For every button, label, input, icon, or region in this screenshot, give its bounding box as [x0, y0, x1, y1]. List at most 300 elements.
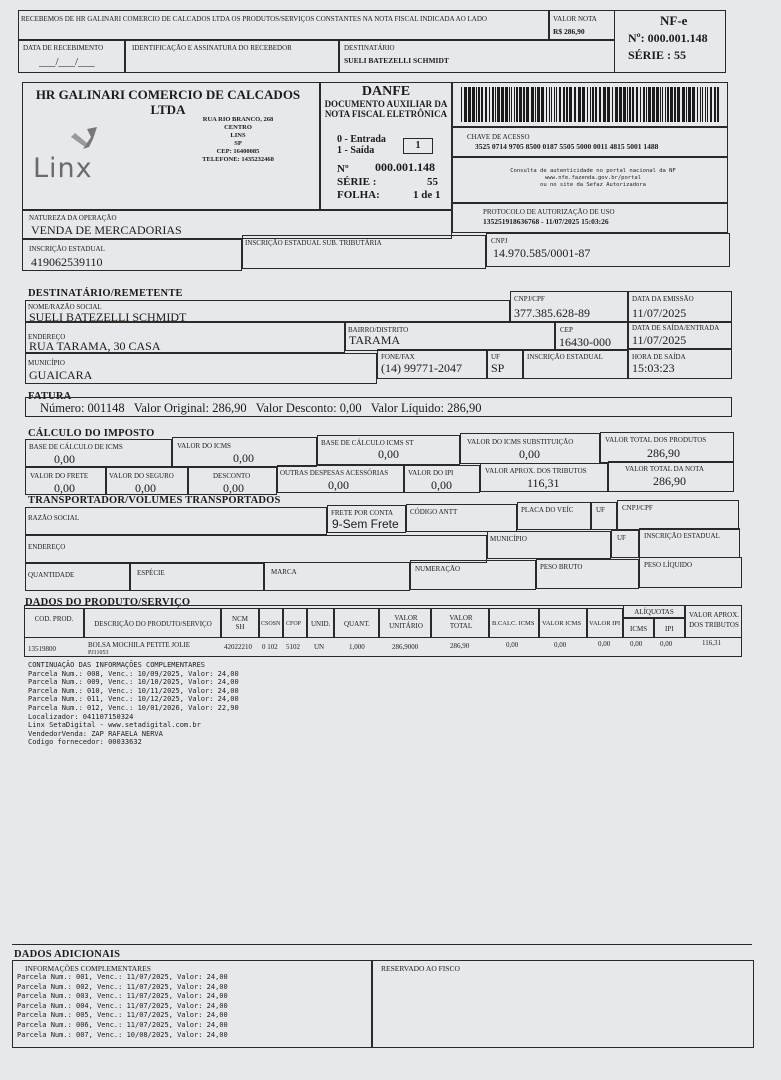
col-icms-value-label: VALOR ICMS [542, 620, 582, 627]
recipient-district-label: BAIRRO/DISTRITO [348, 326, 409, 334]
receipt-date-cell [18, 40, 125, 73]
protocol-label: PROTOCOLO DE AUTORIZAÇÃO DE USO [483, 208, 615, 216]
barcode-bar [665, 87, 666, 122]
consult-line-1: Consulta de autenticidade no portal nacional da NF [510, 168, 676, 174]
barcode-bar [636, 87, 638, 122]
barcode-bar [697, 87, 698, 122]
linx-logo [31, 127, 103, 187]
row-unit-price: 286,9000 [392, 643, 419, 651]
invoice-box [25, 397, 732, 417]
receipt-series: SÉRIE : 55 [628, 48, 687, 62]
icms-st-base: 0,00 [378, 447, 399, 461]
row-icms-value: 0,00 [554, 641, 567, 649]
access-key-label: CHAVE DE ACESSO [467, 133, 530, 141]
barcode-bar [632, 87, 634, 122]
barcode-bar [485, 87, 487, 122]
barcode-bar [629, 87, 631, 122]
continuation-notes [28, 661, 239, 747]
discount-box [188, 467, 277, 495]
installment-line: Parcela Num.: 007, Venc.: 10/08/2025, Valor: 24,00 [17, 1030, 228, 1039]
consult-line-3: ou no site da Sefaz Autorizadora [540, 182, 646, 188]
gross-weight-label: PESO BRUTO [540, 563, 583, 571]
barcode-bar [662, 87, 663, 122]
freight: 0,00 [54, 481, 75, 495]
exit-date-label: DATA DE SAÍDA/ENTRADA [632, 324, 720, 332]
volume-species-label: ESPÉCIE [137, 569, 165, 577]
protocol-box [452, 203, 728, 233]
danfe-title: DANFE [361, 84, 411, 99]
barcode-bar [688, 87, 691, 122]
issuer-cnpj-value: 14.970.585/0001-87 [493, 246, 591, 260]
carrier-cnpj-label: CNPJ/CPF [622, 504, 653, 512]
carrier-uf-label: UF [596, 506, 605, 514]
col-ncm-label: NCM SH [232, 615, 248, 631]
ipi-label: VALOR DO IPI [408, 469, 454, 477]
barcode-bar [590, 87, 591, 122]
barcode-bar [670, 87, 673, 122]
freight-mode-box [327, 505, 406, 533]
barcode-bar [516, 87, 518, 122]
state-registration-box [22, 239, 242, 271]
freight-mode: 9-Sem Frete [332, 517, 399, 531]
continuation-line: Parcela Num.: 010, Venc.: 10/11/2025, Valor: 24,00 [28, 686, 239, 695]
barcode-bar [667, 87, 669, 122]
col-code-label: COD. PROD. [34, 615, 74, 623]
recipient-name-label: NOME/RAZÃO SOCIAL [28, 303, 102, 311]
carrier-uf2-box [611, 530, 639, 558]
icms-base-label: BASE DE CÁLCULO DE ICMS [29, 443, 123, 451]
issue-date-box [628, 291, 732, 322]
recipient-city-box [25, 353, 377, 384]
taxes-approx-label: VALOR APROX. DOS TRIBUTOS [485, 467, 587, 475]
barcode-bar [714, 87, 716, 122]
receipt-number: Nº: 000.001.148 [628, 31, 708, 45]
receipt-date-label: DATA DE RECEBIMENTO [23, 44, 104, 52]
recipient-uf-label: UF [491, 353, 500, 361]
barcode-bar [509, 87, 510, 122]
barcode-bar [648, 87, 651, 122]
barcode-bar [578, 87, 581, 122]
continuation-line: Parcela Num.: 008, Venc.: 10/09/2025, Valor: 24,00 [28, 669, 239, 678]
receipt-statement: RECEBEMOS DE HR GALINARI COMERCIO DE CALCADOS LTDA OS PRODUTOS/SERVIÇOS CONSTANTES NA NOTA FISCAL INDICADA AO LADO [21, 15, 487, 23]
volume-brand-box [264, 562, 410, 591]
carrier-city-box [487, 531, 611, 559]
barcode-bar [599, 87, 601, 122]
barcode-bar [495, 87, 496, 122]
exit-time-box [628, 349, 732, 379]
barcode-bar [660, 87, 661, 122]
table-row [24, 638, 742, 657]
danfe-number-label: Nº [337, 163, 349, 175]
row-code: 13519800 [28, 645, 56, 653]
barcode-bar [615, 87, 618, 122]
barcode-bar [674, 87, 676, 122]
issuer-cnpj-label: CNPJ [491, 237, 508, 245]
discount-label: DESCONTO [213, 472, 251, 480]
recipient-city: GUAICARA [29, 368, 93, 382]
issuer-address-block [173, 116, 303, 164]
barcode-bar [700, 87, 701, 122]
issuer-uf: SP [234, 140, 242, 147]
danfe-sheet: 1 de 1 [413, 189, 441, 201]
continuation-line: VendedorVenda: ZAP RAFAELA NERVA [28, 729, 163, 738]
danfe-series-label: SÉRIE : [337, 176, 377, 188]
row-cfop: 5102 [286, 643, 300, 651]
additional-info-label: INFORMAÇÕES COMPLEMENTARES [25, 964, 151, 973]
barcode-bar [519, 87, 522, 122]
exit-date: 11/07/2025 [632, 333, 687, 347]
col-unit [307, 608, 334, 638]
continuation-line: Parcela Num.: 011, Venc.: 10/12/2025, Valor: 24,00 [28, 695, 239, 704]
receipt-recipient: SUELI BATEZELLI SCHMIDT [344, 56, 449, 65]
taxes-approx: 116,31 [527, 476, 560, 490]
installment-line: Parcela Num.: 003, Venc.: 11/07/2025, Valor: 24,00 [17, 992, 228, 1001]
receipt-value-label: VALOR NOTA [553, 15, 597, 23]
col-approx-label: VALOR APROX. DOS TRIBUTOS [688, 611, 740, 629]
access-key-barcode [461, 87, 723, 122]
ipi: 0,00 [431, 478, 452, 492]
access-key-value[interactable]: 3525 0714 9705 8500 0187 5505 5000 0011 4815 5001 1488 [475, 142, 659, 151]
recipient-uf-box [487, 349, 523, 379]
barcode-bar [652, 87, 655, 122]
products-section-title: DADOS DO PRODUTO/SERVIÇO [25, 597, 191, 608]
carrier-name-label: RAZÃO SOCIAL [28, 514, 80, 522]
barcode-bar [478, 87, 480, 122]
exit-date-box [628, 322, 732, 349]
state-registration-label: INSCRIÇÃO ESTADUAL [29, 245, 105, 253]
recipient-cpf-label: CNPJ/CPF [514, 295, 545, 303]
row-unit: UN [314, 643, 325, 651]
access-key-box [452, 127, 728, 157]
barcode-bar [549, 87, 550, 122]
barcode-bar [623, 87, 626, 122]
row-qty: 1,000 [349, 643, 365, 651]
barcode-bar [640, 87, 641, 122]
recipient-cep: 16430-000 [559, 335, 611, 349]
recipient-cpf-box [510, 291, 628, 322]
icms-st-base-label: BASE DE CÁLCULO ICMS ST [321, 439, 414, 447]
icms-base-box [25, 439, 172, 467]
issuer-street: RUA RIO BRANCO, 268 [202, 116, 274, 123]
insurance-box [106, 467, 188, 495]
barcode-bar [656, 87, 659, 122]
installment-line: Parcela Num.: 001, Venc.: 11/07/2025, Valor: 24,00 [17, 973, 228, 981]
recipient-phone-label: FONE/FAX [381, 353, 415, 361]
receipt-signature-cell [125, 40, 339, 73]
row-desc: BOLSA MOCHILA PETITE JOLIE [88, 641, 191, 649]
barcode-bar [556, 87, 557, 122]
danfe-exit: 1 - Saída [337, 145, 375, 156]
barcode-bar [535, 87, 536, 122]
danfe-subtitle: DOCUMENTO AUXILIAR DA NOTA FISCAL ELETRÔNICA [324, 99, 448, 119]
recipient-district: TARAMA [349, 333, 401, 347]
consult-portal-link[interactable]: www.nfe.fazenda.gov.br/portal [544, 175, 642, 181]
barcode-bar [592, 87, 594, 122]
col-cfop [283, 608, 307, 638]
receipt-recipient-label: DESTINATÁRIO [344, 44, 395, 52]
freight-mode-label: FRETE POR CONTA [331, 509, 394, 517]
barcode-bar [559, 87, 561, 122]
barcode-bar [702, 87, 703, 122]
additional-info-lines [17, 973, 228, 1040]
carrier-ie-box [639, 528, 740, 558]
volume-qty-box [25, 563, 130, 591]
other-expenses: 0,00 [328, 478, 349, 492]
volume-brand-label: MARCA [271, 568, 297, 576]
receipt-signature-label: IDENTIFICAÇÃO E ASSINATURA DO RECEBEDOR [132, 44, 292, 52]
danfe-box [320, 82, 452, 210]
barcode-bar [497, 87, 500, 122]
volume-species-box [130, 563, 264, 591]
operation-label: NATUREZA DA OPERAÇÃO [29, 214, 117, 222]
receipt-value-cell [549, 10, 615, 40]
row-total: 286,90 [450, 642, 470, 650]
recipient-city-label: MUNICÍPIO [28, 359, 65, 367]
issuer-cep: CEP: 16400085 [216, 148, 260, 155]
carrier-address-label: ENDEREÇO [28, 543, 66, 551]
barcode-bar [514, 87, 515, 122]
freight-label: VALOR DO FRETE [30, 472, 89, 480]
ipi-box [404, 465, 480, 493]
barcode-bar [551, 87, 552, 122]
barcode-bar [492, 87, 494, 122]
recipient-district-box [345, 322, 555, 351]
insurance-label: VALOR DO SEGURO [109, 472, 174, 480]
recipient-address: RUA TARAMA, 30 CASA [29, 339, 161, 353]
carrier-uf2-label: UF [617, 534, 626, 542]
icms-value: 0,00 [233, 451, 254, 465]
recipient-cpf: 377.385.628-89 [514, 306, 590, 320]
icms-sub-label: VALOR DO ICMS SUBSTITUIÇÃO [467, 438, 574, 446]
recipient-section-title: DESTINATÁRIO/REMETENTE [28, 288, 183, 299]
receipt-value: R$ 286,90 [553, 27, 585, 36]
antt-label: CÓDIGO ANTT [410, 508, 458, 516]
tax-section-title: CÁLCULO DO IMPOSTO [28, 428, 155, 439]
danfe-series: 55 [427, 176, 438, 188]
issue-date-label: DATA DA EMISSÃO [632, 295, 694, 303]
barcode-bar [526, 87, 529, 122]
recipient-phone: (14) 99771-2047 [381, 361, 462, 375]
continuation-title: CONTINUAÇÃO DAS INFORMAÇÕES COMPLEMENTARES [28, 661, 206, 669]
volume-numbering-label: NUMERAÇÃO [415, 565, 461, 573]
danfe-number: 000.001.148 [375, 160, 435, 174]
continuation-line: Localizador: 041107150324 [28, 712, 134, 721]
barcode-bar [582, 87, 585, 122]
state-registration-st-label: INSCRIÇÃO ESTADUAL SUB. TRIBUTÁRIA [245, 239, 382, 247]
barcode-bar [501, 87, 504, 122]
continuation-line: Codigo fornecedor: 00033632 [28, 738, 142, 747]
barcode-bar [569, 87, 572, 122]
barcode-bar [607, 87, 610, 122]
col-desc [84, 608, 221, 638]
row-bcalc: 0,00 [506, 641, 519, 649]
taxes-approx-box [480, 463, 608, 492]
issue-date: 11/07/2025 [632, 306, 687, 320]
carrier-ie-label: INSCRIÇÃO ESTADUAL [644, 532, 720, 540]
row-ncm: 42022210 [224, 643, 252, 651]
col-csosn-label: CSOSN [261, 621, 281, 627]
products-total-box [600, 432, 734, 463]
carrier-city-label: MUNICÍPIO [490, 535, 527, 543]
barcode-bar [472, 87, 475, 122]
barcode-bar [619, 87, 622, 122]
col-desc-label: DESCRIÇÃO DO PRODUTO/SERVIÇO [94, 620, 212, 628]
continuation-line: Parcela Num.: 012, Venc.: 10/01/2026, Valor: 22,90 [28, 703, 239, 712]
col-aliquotas-label: ALÍQUOTAS [634, 608, 674, 616]
operation-value: VENDA DE MERCADORIAS [31, 223, 182, 237]
recipient-cep-label: CEP [560, 326, 573, 334]
barcode-bar [476, 87, 477, 122]
products-total: 286,90 [647, 446, 680, 460]
col-unit-label: UNID. [311, 620, 331, 628]
other-expenses-box [277, 465, 404, 493]
volume-numbering-box [410, 560, 536, 590]
additional-divider [12, 944, 752, 945]
consult-box [452, 157, 728, 203]
col-csosn [259, 608, 283, 638]
carrier-cnpj-box [617, 500, 739, 530]
row-aliq-ipi: 0,00 [660, 640, 673, 648]
col-aliquotas [623, 605, 685, 618]
row-approx: 116,31 [702, 639, 721, 647]
issuer-phone: TELEFONE: 1435232468 [202, 156, 274, 163]
col-qty-label: QUANT. [344, 620, 370, 628]
barcode-bar [677, 87, 680, 122]
col-aliq-icms-label: ICMS [630, 625, 648, 633]
barcode-bar [481, 87, 483, 122]
invoice-section-title: FATURA [28, 391, 72, 402]
row-csosn: 0 102 [262, 643, 278, 651]
continuation-line: Parcela Num.: 009, Venc.: 10/10/2025, Valor: 24,00 [28, 678, 239, 687]
barcode-bar [603, 87, 606, 122]
carrier-section-title: TRANSPORTADOR/VOLUMES TRANSPORTADOS [28, 495, 281, 506]
icms-sub-box [460, 433, 600, 464]
linx-logo-text: Linx [33, 153, 93, 184]
discount: 0,00 [223, 481, 244, 495]
barcode-bar [461, 87, 462, 122]
installment-line: Parcela Num.: 005, Venc.: 11/07/2025, Valor: 24,00 [17, 1011, 228, 1020]
additional-section-title: DADOS ADICIONAIS [14, 949, 121, 960]
issuer-city: LINS [230, 132, 246, 139]
barcode-bar [464, 87, 467, 122]
icms-st-base-box [317, 435, 460, 465]
receipt-date-value[interactable]: ___/___/___ [39, 56, 95, 68]
installment-line: Parcela Num.: 002, Venc.: 11/07/2025, Valor: 24,00 [17, 982, 228, 991]
plate-label: PLACA DO VEÍC [521, 506, 574, 514]
col-bcalc [489, 608, 539, 638]
issuer-box [22, 82, 320, 210]
gross-weight-box [536, 559, 639, 589]
installment-line: Parcela Num.: 004, Venc.: 11/07/2025, Valor: 24,00 [17, 1001, 228, 1010]
barcode-bar [717, 87, 719, 122]
danfe-entry: 0 - Entrada [337, 134, 386, 145]
col-unit-price-label: VALOR UNITÁRIO [389, 614, 423, 630]
danfe-sheet-label: FOLHA: [337, 189, 380, 201]
issuer-name: HR GALINARI COMERCIO DE CALCADOS LTDA [35, 87, 301, 117]
consult-text [493, 168, 693, 189]
col-aliq-ipi-label: IPI [665, 625, 674, 633]
carrier-address-box [25, 535, 487, 563]
receipt-statement-cell [18, 10, 549, 40]
receipt-nfe-label: NF-e [660, 13, 688, 28]
barcode-bar [646, 87, 647, 122]
installment-line: Parcela Num.: 006, Venc.: 11/07/2025, Valor: 24,00 [17, 1020, 228, 1029]
products-total-label: VALOR TOTAL DOS PRODUTOS [605, 436, 707, 444]
col-ipi-value [587, 608, 623, 638]
barcode-bar [705, 87, 706, 122]
invoice-total-label: VALOR TOTAL DA NOTA [625, 465, 704, 473]
barcode-bar [554, 87, 555, 122]
col-bcalc-label: B.CALC. ICMS [492, 620, 535, 627]
barcode-bar [643, 87, 645, 122]
barcode-bar [710, 87, 712, 122]
volume-qty-label: QUANTIDADE [28, 571, 75, 579]
row-aliq-icms: 0,00 [630, 640, 643, 648]
col-aliq-ipi [654, 618, 685, 638]
barcode-bar [546, 87, 547, 122]
barcode-bar [574, 87, 576, 122]
col-qty [334, 608, 379, 638]
barcode-box [452, 82, 728, 127]
net-weight-box [639, 557, 742, 588]
col-aliq-icms [623, 618, 654, 638]
state-registration-st-box [242, 235, 486, 269]
row-ipi-value: 0,00 [598, 640, 611, 648]
recipient-address-label: ENDEREÇO [28, 333, 66, 341]
plate-box [517, 502, 591, 530]
col-ncm [221, 608, 259, 638]
row-ref: PJ11053 [88, 650, 109, 656]
invoice-total: 286,90 [653, 474, 686, 488]
icms-value-box [172, 437, 317, 467]
barcode-bar [682, 87, 685, 122]
barcode-bar [563, 87, 565, 122]
state-registration-value: 419062539110 [31, 255, 103, 269]
barcode-bar [627, 87, 628, 122]
recipient-uf: SP [491, 361, 505, 375]
invoice-total-box [608, 461, 734, 492]
barcode-bar [537, 87, 540, 122]
insurance: 0,00 [135, 481, 156, 495]
col-total-label: VALOR TOTAL [449, 614, 473, 630]
exit-time: 15:03:23 [632, 361, 675, 375]
issuer-district: CENTRO [224, 124, 252, 131]
carrier-name-box [25, 507, 327, 535]
barcode-bar [541, 87, 544, 122]
fisco-label: RESERVADO AO FISCO [381, 964, 460, 973]
additional-info-box [12, 960, 372, 1048]
recipient-ie-label: INSCRIÇÃO ESTADUAL [527, 353, 603, 361]
barcode-bar [707, 87, 708, 122]
col-ipi-value-label: VALOR IPI [589, 620, 621, 627]
barcode-bar [531, 87, 534, 122]
barcode-bar [686, 87, 687, 122]
icms-sub: 0,00 [519, 447, 540, 461]
net-weight-label: PESO LÍQUIDO [644, 561, 693, 569]
col-code [24, 608, 84, 638]
col-total [431, 608, 489, 638]
recipient-address-box [25, 322, 345, 353]
recipient-ie-box [523, 349, 628, 379]
barcode-bar [692, 87, 695, 122]
issuer-cnpj-box [486, 233, 730, 267]
barcode-bar [505, 87, 508, 122]
col-unit-price [379, 608, 431, 638]
carrier-uf-box [591, 502, 617, 530]
col-icms-value [539, 608, 587, 638]
invoice-summary: Número: 001148 Valor Original: 286,90 Valor Desconto: 0,00 Valor Líquido: 286,90 [40, 401, 482, 415]
barcode-bar [595, 87, 597, 122]
